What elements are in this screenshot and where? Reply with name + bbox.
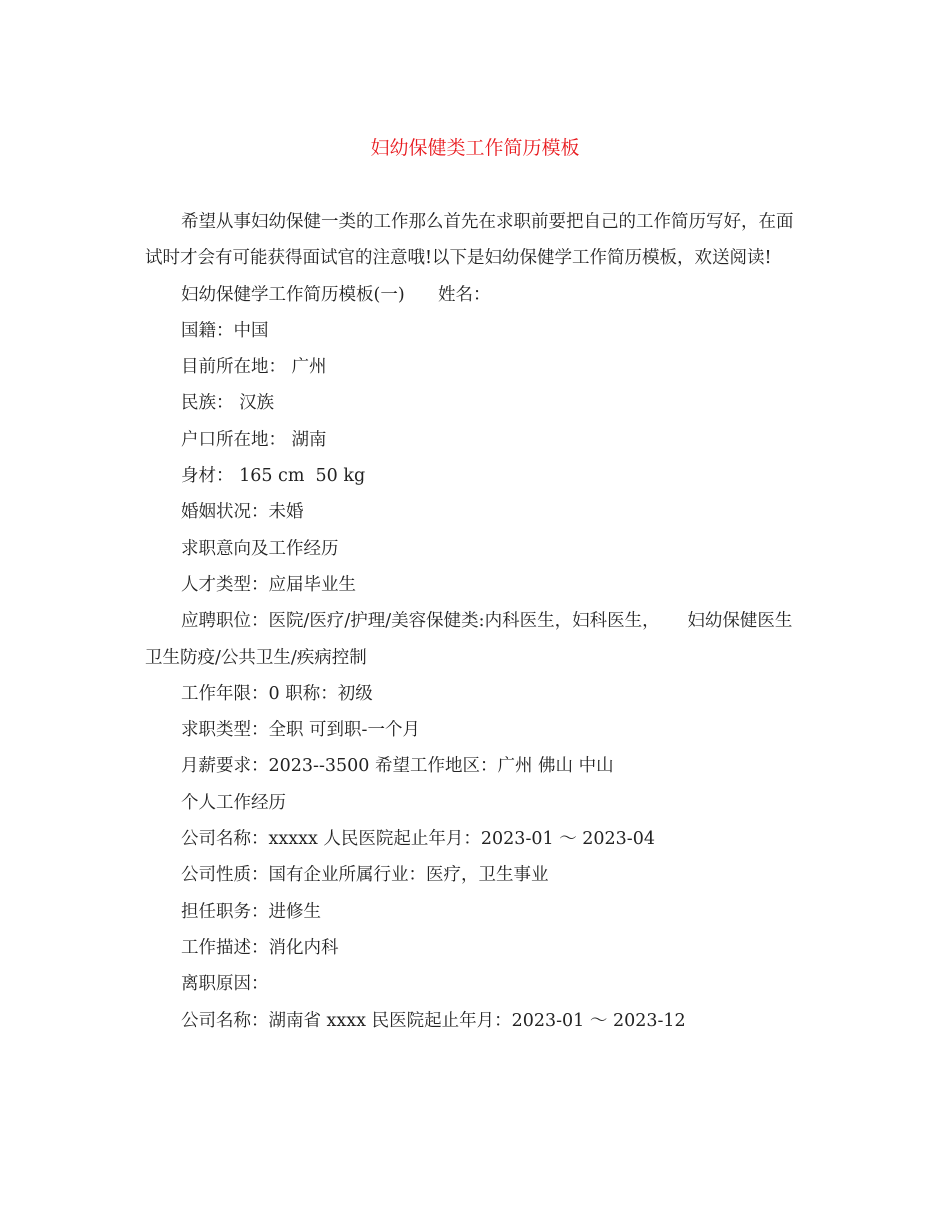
work-experience-heading: 个人工作经历 (181, 792, 286, 813)
job-description-line: 工作描述：消化内科 (181, 937, 339, 958)
current-location-line: 目前所在地： 广州 (181, 357, 327, 378)
ethnicity-line: 民族： 汉族 (181, 393, 275, 414)
company-name-line-2: 公司名称：湖南省 xxxx 民医院起止年月：2023-01 ～ 2023-12 (181, 1010, 686, 1031)
salary-line: 月薪要求：2023--3500 希望工作地区：广州 佛山 中山 (181, 756, 614, 777)
job-title-line: 担任职务：进修生 (181, 901, 321, 922)
job-intention-heading: 求职意向及工作经历 (181, 538, 339, 559)
resume-template-heading: 妇幼保健学工作简历模板(一) 姓名： (181, 284, 491, 305)
document-body (145, 204, 815, 1039)
company-nature-line: 公司性质：国有企业所属行业：医疗，卫生事业 (181, 865, 549, 886)
intro-paragraph: 希望从事妇幼保健一类的工作那么首先在求职前要把自己的工作简历写好，在面试时才会有可能获得面试官的注意哦!以下是妇幼保健学工作简历模板，欢送阅读! (145, 212, 794, 269)
body-stats-line: 身材： 165 cm 50 kg (181, 466, 366, 487)
work-years-line: 工作年限：0 职称：初级 (181, 683, 373, 704)
household-registration-line: 户口所在地： 湖南 (181, 429, 327, 450)
nationality-line: 国籍：中国 (181, 320, 269, 341)
talent-type-line: 人才类型：应届毕业生 (181, 574, 356, 595)
leaving-reason-line: 离职原因： (181, 974, 269, 995)
marital-status-line: 婚姻状况：未婚 (181, 502, 304, 523)
document-title: 妇幼保健类工作简历模板 (370, 137, 580, 159)
applied-position-paragraph: 应聘职位：医院/医疗/护理/美容保健类:内科医生，妇科医生， 妇幼保健医生 卫生防疫/公共卫生/疾病控制 (145, 611, 815, 668)
company-name-line-1: 公司名称：xxxxx 人民医院起止年月：2023-01 ～ 2023-04 (181, 829, 655, 850)
job-type-line: 求职类型：全职 可到职-一个月 (181, 720, 420, 741)
